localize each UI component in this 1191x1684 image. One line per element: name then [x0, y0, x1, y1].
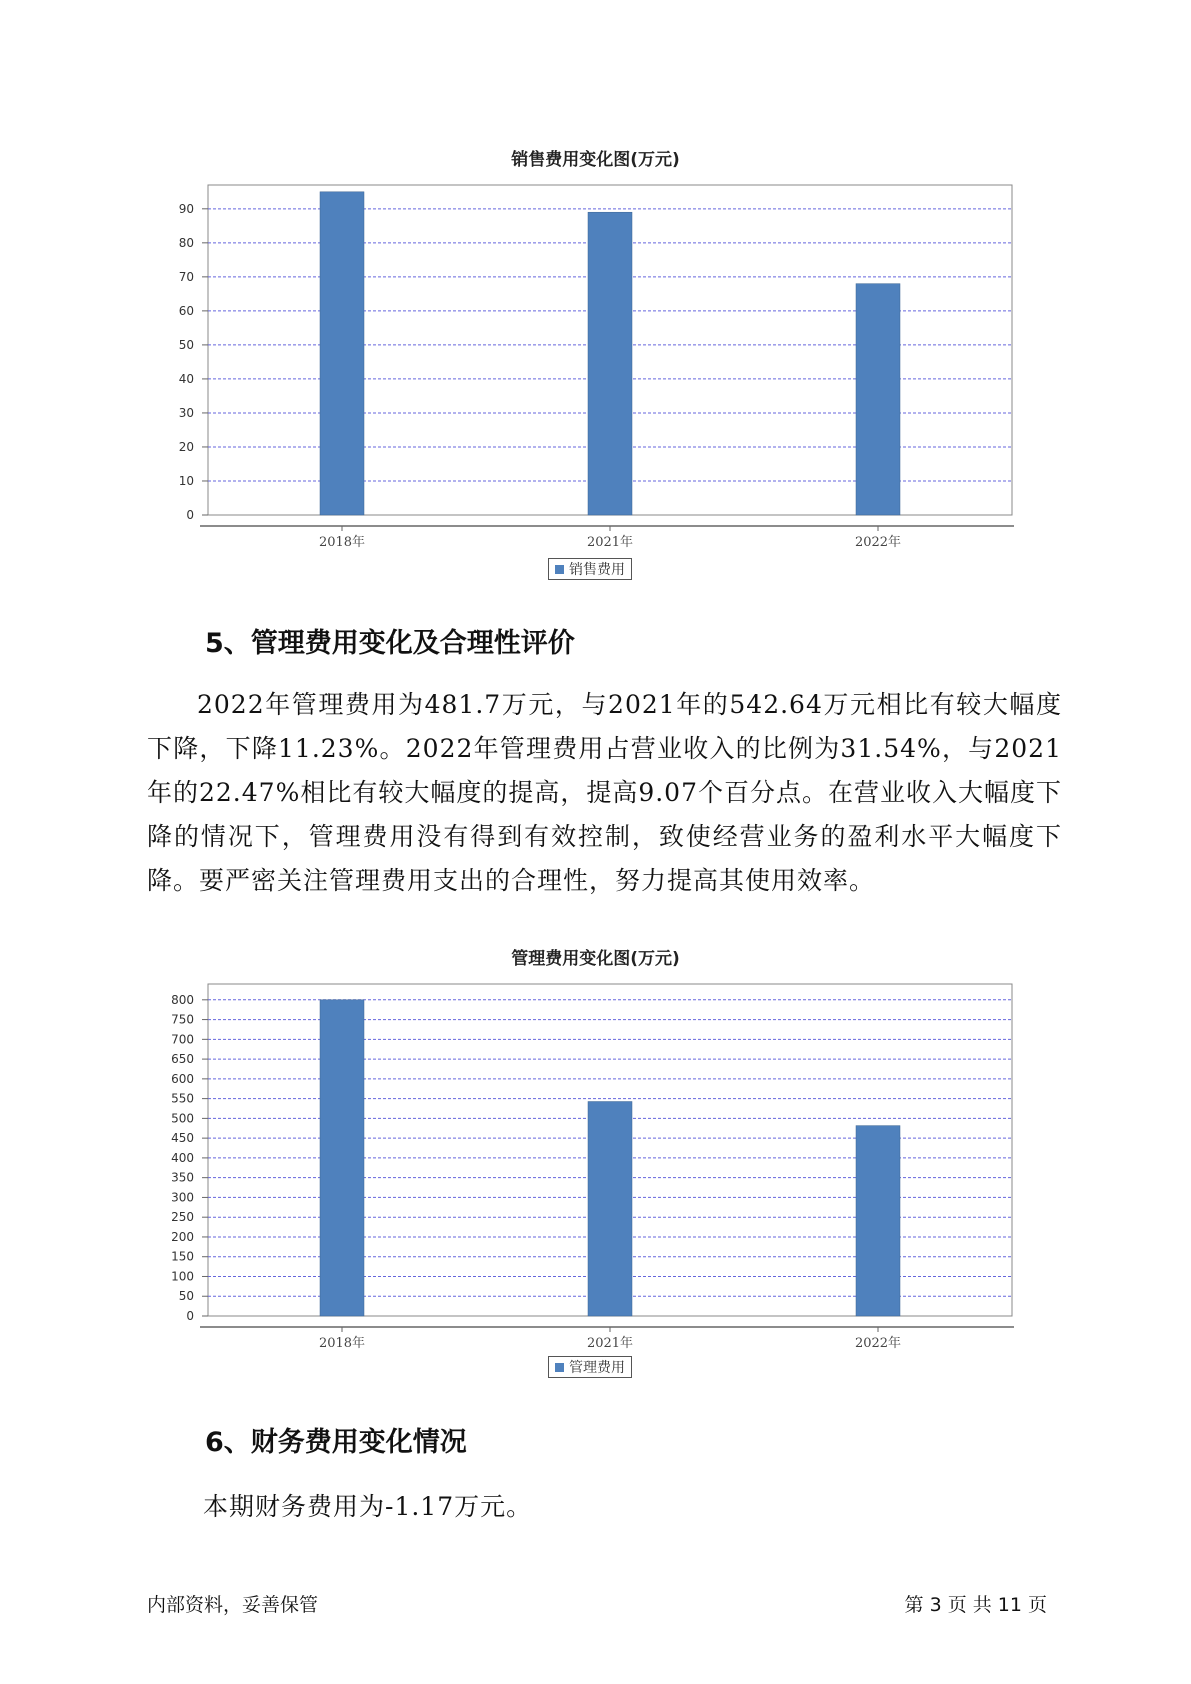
y-tick-label: 10 — [178, 473, 194, 488]
y-tick-label: 450 — [171, 1131, 194, 1146]
footer-confidential-note: 内部资料，妥善保管 — [147, 1594, 319, 1616]
x-tick-label: 2018年 — [318, 1336, 366, 1350]
bar-2021年 — [588, 1102, 632, 1316]
section-heading-finance-expense: 6、财务费用变化情况 — [205, 1427, 467, 1458]
y-tick-label: 150 — [171, 1249, 194, 1264]
y-tick-label: 400 — [171, 1150, 194, 1165]
sales-expense-bar-chart — [0, 170, 1191, 550]
legend-sales-expense — [548, 558, 632, 580]
bar-2018年 — [320, 192, 364, 515]
y-tick-label: 80 — [178, 235, 194, 250]
y-tick-label: 90 — [178, 201, 194, 216]
x-tick-label: 2022年 — [854, 535, 902, 550]
legend-label: 销售费用 — [569, 562, 625, 578]
finance-expense-text: 本期财务费用为-1.17万元。 — [203, 1492, 533, 1521]
bar-2021年 — [588, 212, 632, 515]
chart-title-management-expense: 管理费用变化图(万元) — [511, 949, 680, 969]
section-heading-management-expense: 5、管理费用变化及合理性评价 — [205, 628, 575, 659]
y-tick-label: 200 — [171, 1229, 194, 1244]
y-tick-label: 600 — [171, 1071, 194, 1086]
footer-page-number: 第 3 页 共 11 页 — [904, 1594, 1047, 1616]
y-tick-label: 250 — [171, 1210, 194, 1225]
y-tick-label: 500 — [171, 1111, 194, 1126]
legend-management-expense — [548, 1356, 632, 1378]
x-tick-label: 2021年 — [586, 535, 634, 550]
legend-swatch — [555, 565, 564, 574]
management-expense-paragraph: 2022年管理费用为481.7万元，与2021年的542.64万元相比有较大幅度下降，下降11.23%。2022年管理费用占营业收入的比例为31.54%，与2021年的22.47%相比有较大幅度的提高，提高9.07个百分点。在营业收入大幅度下降的情况下，管理费用没有得到有效控制，致使经营业务的盈利水平大幅度下降。要严密关注管理费用支出的合理性，努力提高其使用效率。 — [147, 690, 1062, 895]
bar-2022年 — [856, 284, 900, 515]
bar-2022年 — [856, 1126, 900, 1316]
y-tick-label: 30 — [178, 405, 194, 420]
legend-swatch — [555, 1363, 564, 1372]
y-tick-label: 50 — [178, 337, 194, 352]
y-tick-label: 0 — [186, 1309, 194, 1323]
y-tick-label: 750 — [171, 1012, 194, 1027]
x-tick-label: 2021年 — [586, 1336, 634, 1350]
y-tick-label: 0 — [186, 508, 194, 522]
y-tick-label: 70 — [178, 269, 194, 284]
y-tick-label: 40 — [178, 371, 194, 386]
y-tick-label: 60 — [178, 303, 194, 318]
y-tick-label: 350 — [171, 1170, 194, 1185]
y-tick-label: 800 — [171, 992, 194, 1007]
legend-label: 管理费用 — [569, 1360, 625, 1376]
y-tick-label: 20 — [178, 439, 194, 454]
y-tick-label: 50 — [178, 1289, 194, 1304]
bar-2018年 — [320, 1000, 364, 1316]
y-tick-label: 300 — [171, 1190, 194, 1205]
x-tick-label: 2022年 — [854, 1336, 902, 1350]
chart-title-sales-expense: 销售费用变化图(万元) — [511, 150, 680, 170]
x-tick-label: 2018年 — [318, 535, 366, 550]
y-tick-label: 700 — [171, 1032, 194, 1047]
y-tick-label: 650 — [171, 1052, 194, 1067]
management-expense-bar-chart — [0, 970, 1191, 1350]
y-tick-label: 100 — [171, 1269, 194, 1284]
y-tick-label: 550 — [171, 1091, 194, 1106]
